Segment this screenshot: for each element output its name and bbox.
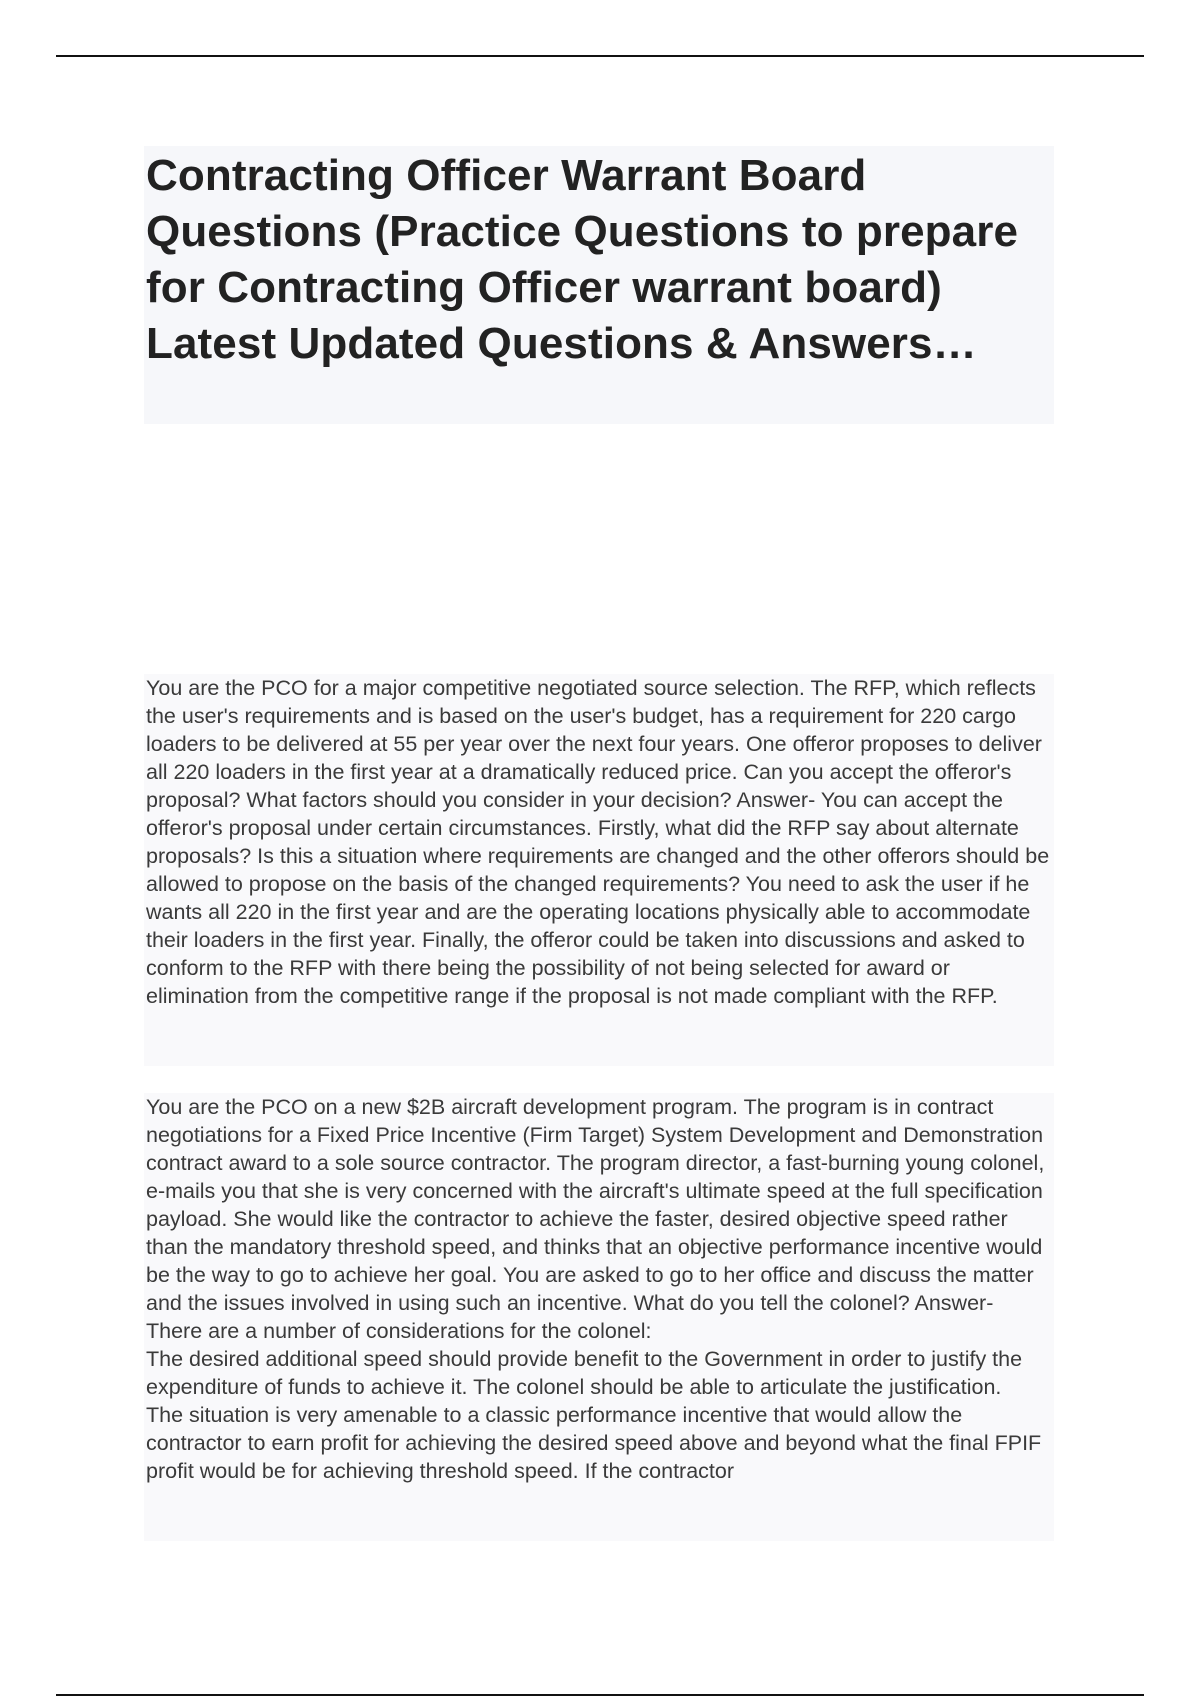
title-block [144,146,1054,424]
qa-item-1: You are the PCO for a major competitive negotiated source selection. The RFP, which reflects the user's requirements and is based on the user's budget, has a requirement for 220 cargo loaders to be delivered at 55 per year over the next four years. One offeror proposes to deliver all 220 loaders in the first year at a dramatically reduced price. Can you accept the offeror's proposal? What factors should you consider in your decision? Answer- You can accept the offeror's proposal under certain circumstances. Firstly, what did the RFP say about alternate proposals? Is this a situation where requirements are changed and the other offerors should be allowed to propose on the basis of the changed requirements? You need to ask the user if he wants all 220 in the first year and are the operating locations physically able to accommodate their loaders in the first year. Finally, the offeror could be taken into discussions and asked to conform to the RFP with there being the possibility of not being selected for award or elimination from the competitive range if the proposal is not made compliant with the RFP. [144,674,1054,1066]
qa-item-2: You are the PCO on a new $2B aircraft development program. The program is in contract negotiations for a Fixed Price Incentive (Firm Target) System Development and Demonstration contract award to a sole source contractor. The program director, a fast-burning young colonel, e-mails you that she is very concerned with the aircraft's ultimate speed at the full specification payload. She would like the contractor to achieve the faster, desired objective speed rather than the mandatory threshold speed, and thinks that an objective performance incentive would be the way to go to achieve her goal. You are asked to go to her office and discuss the matter and the issues involved in using such an incentive. What do you tell the colonel? Answer- There are a number of considerations for the colonel: The desired additional speed should provide benefit to the Government in order to justify the expenditure of funds to achieve it. The colonel should be able to articulate the justification. The situation is very amenable to a classic performance incentive that would allow the contractor to earn profit for achieving the desired speed above and beyond what the final FPIF profit would be for achieving threshold speed. If the contractor [144,1093,1054,1541]
document-title: Contracting Officer Warrant Board Questions (Practice Questions to prepare for Contracting Officer warrant board) Latest Updated Questions & Answers… [146,151,1019,368]
header-rule [56,55,1144,57]
footer-rule [56,1694,1144,1696]
